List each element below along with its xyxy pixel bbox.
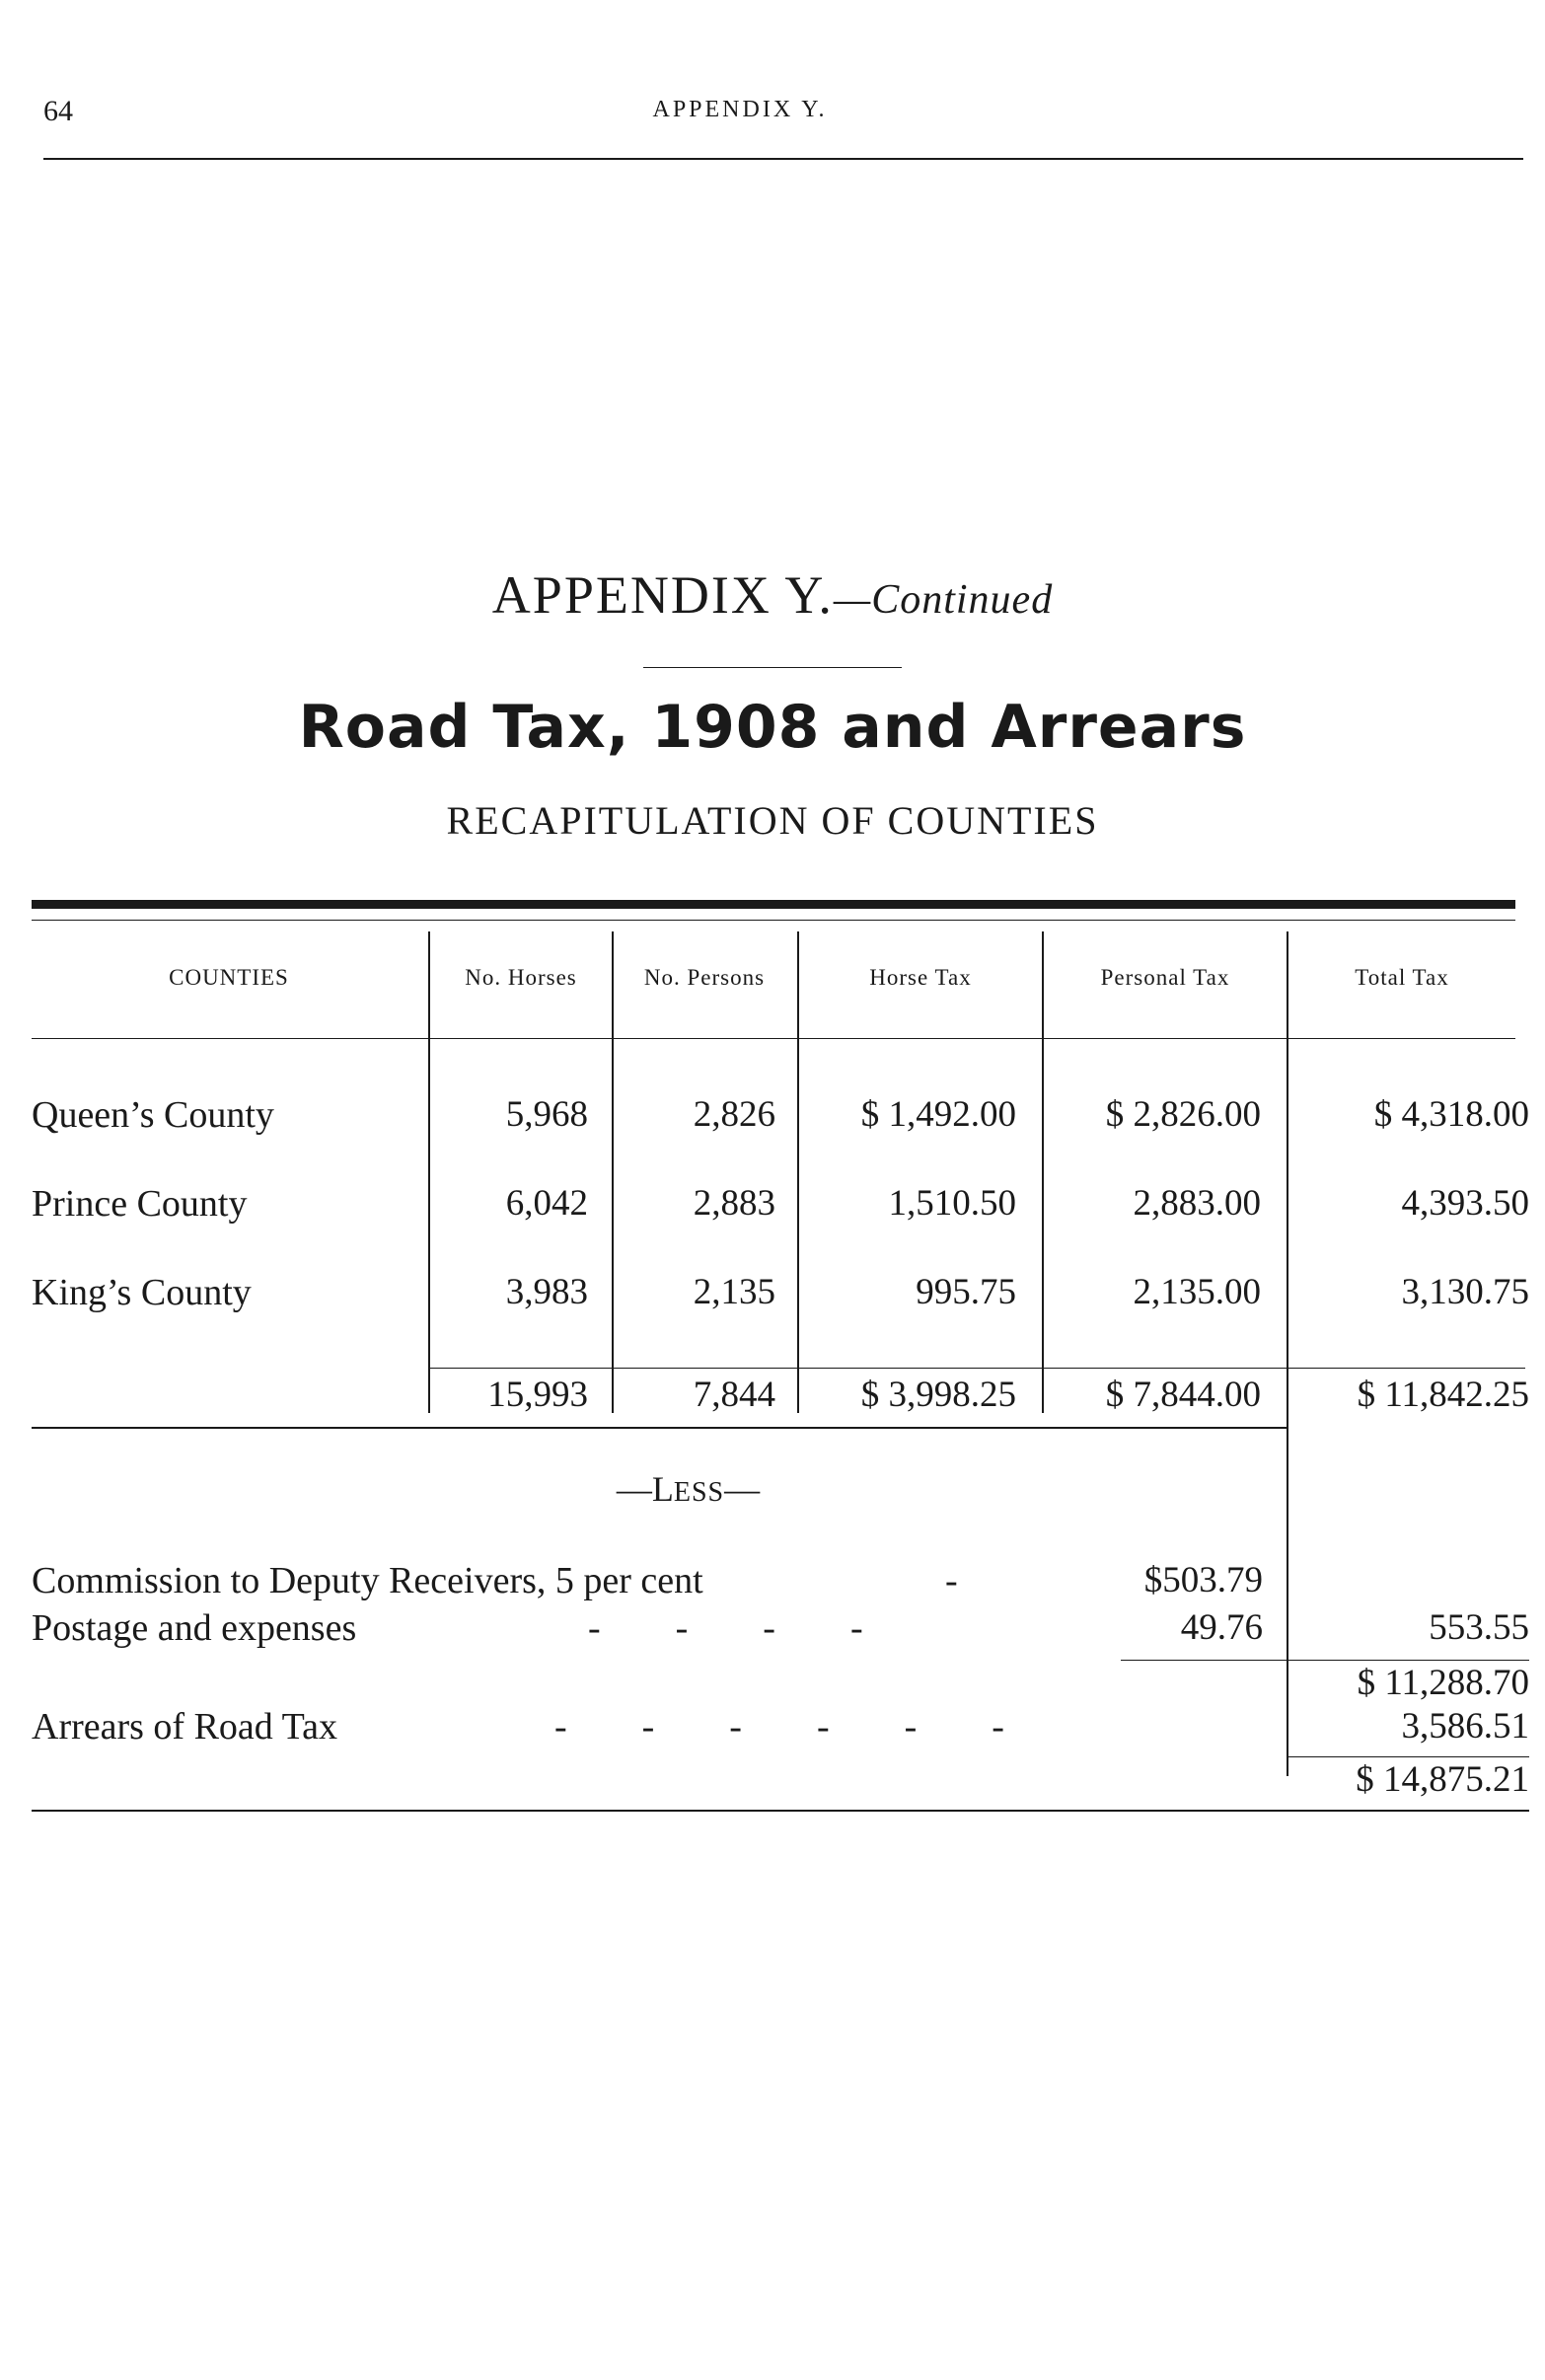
cell-persons: 2,135 [693,1272,775,1312]
cell-personal-tax: 2,135.00 [1133,1272,1261,1312]
county-name: Queen’s County [32,1094,274,1136]
cell-total-tax: $ 4,318.00 [1373,1094,1529,1135]
arrears-amount: 3,586.51 [1401,1706,1529,1747]
total-personal-tax: $ 7,844.00 [1105,1375,1261,1415]
main-title: Road Tax, 1908 and Arrears [298,693,1247,762]
cell-total-tax: 4,393.50 [1401,1183,1529,1224]
col-rule-2 [612,931,614,1413]
col-header-horse-tax: Horse Tax [869,965,972,990]
table-top-rule [32,900,1515,909]
cell-total-tax: 3,130.75 [1401,1272,1529,1312]
col-header-total-tax: Total Tax [1355,965,1449,990]
total-horses: 15,993 [487,1375,588,1415]
grand-total-amount: $ 14,875.21 [1356,1759,1529,1800]
total-persons: 7,844 [693,1375,775,1415]
header-bottom-rule [32,1038,1515,1039]
cell-persons: 2,826 [693,1094,775,1135]
county-name: King’s County [32,1272,252,1313]
cell-persons: 2,883 [693,1183,775,1224]
less-heading [0,1468,1376,1510]
cell-horse-tax: 1,510.50 [888,1183,1016,1224]
col-header-personal-tax: Personal Tax [1100,965,1230,990]
commission-dashes: - [945,1560,958,1601]
continued-label: —Continued [833,577,1054,623]
col-rule-5 [1287,931,1288,1776]
subtotal-rule [1288,1660,1529,1661]
postage-dashes: - - - - [588,1607,863,1649]
cell-personal-tax: 2,883.00 [1133,1183,1261,1224]
county-name: Prince County [32,1183,248,1225]
appendix-label: APPENDIX Y. [491,565,834,625]
header-rule [43,158,1523,160]
cell-horses: 5,968 [505,1094,588,1135]
running-head: APPENDIX Y. [652,97,828,122]
less-first-letter: L [651,1469,674,1509]
less-rest: ESS [673,1477,725,1508]
commission-amount: $503.79 [1143,1560,1263,1600]
page-bottom-rule [32,1810,1529,1812]
less-suffix: — [724,1469,761,1509]
cell-horse-tax: $ 1,492.00 [860,1094,1016,1135]
postage-label: Postage and expenses [32,1607,357,1649]
col-header-persons: No. Persons [643,965,766,990]
cell-horses: 3,983 [505,1272,588,1312]
totals-top-rule [430,1368,1525,1369]
table-top-thin-rule [32,920,1515,921]
subtitle: RECAPITULATION OF COUNTIES [446,798,1099,843]
col-rule-3 [797,931,799,1413]
arrears-label: Arrears of Road Tax [32,1706,338,1748]
cell-horses: 6,042 [505,1183,588,1224]
col-rule-4 [1042,931,1044,1413]
cell-personal-tax: $ 2,826.00 [1105,1094,1261,1135]
total-total-tax: $ 11,842.25 [1357,1375,1529,1415]
less-prefix: — [616,1469,652,1509]
col-header-counties: COUNTIES [169,965,289,990]
cell-horse-tax: 995.75 [916,1272,1016,1312]
subtotal-amount: $ 11,288.70 [1357,1663,1529,1703]
grand-total-rule [1288,1756,1529,1757]
title-rule [643,667,902,668]
appendix-title [0,564,1545,626]
deduction-rule [1121,1660,1287,1661]
page-number: 64 [43,95,73,127]
col-rule-1 [428,931,430,1413]
total-horse-tax: $ 3,998.25 [860,1375,1016,1415]
deduction-total: 553.55 [1429,1607,1529,1648]
arrears-dashes: - - - - - - [554,1706,1004,1748]
commission-label: Commission to Deputy Receivers, 5 per cent [32,1560,703,1601]
col-header-horses: No. Horses [465,965,577,990]
postage-amount: 49.76 [1180,1607,1263,1648]
table-bottom-rule [32,1427,1287,1429]
